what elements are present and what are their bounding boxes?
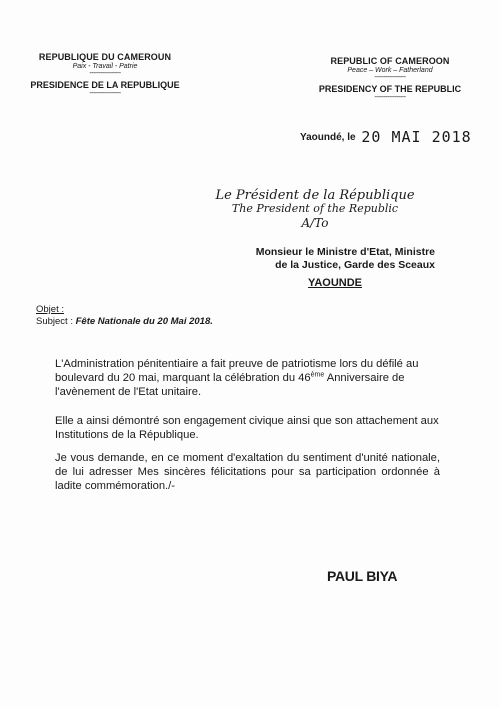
separator: ----------------- xyxy=(89,90,121,97)
country-name-en: REPUBLIC OF CAMEROON xyxy=(330,56,450,66)
subject-label-fr: Objet : xyxy=(36,304,64,315)
letterhead-english xyxy=(300,56,480,101)
office-name-fr: PRESIDENCE DE LA REPUBLIQUE xyxy=(30,80,180,90)
subject-line xyxy=(36,316,213,327)
separator: ----------------- xyxy=(374,74,406,81)
country-name-fr: REPUBLIQUE DU CAMEROUN xyxy=(38,52,172,62)
separator: ----------------- xyxy=(89,70,121,77)
body-paragraph-2: Elle a ainsi démontré son engagement civique ainsi que son attachement aux Institutions de la République. xyxy=(55,415,439,441)
sender-block xyxy=(200,188,430,230)
date-prefix: Yaoundé, le xyxy=(300,132,356,143)
ordinal-suffix: ème xyxy=(310,371,325,379)
paragraph-text: Anniversaire de l'avènement de l'Etat unitaire. xyxy=(55,372,405,398)
to-label: A/To xyxy=(301,216,329,230)
recipient-line-2: de la Justice, Garde des Sceaux xyxy=(275,259,435,271)
motto-fr: Paix - Travail - Patrie xyxy=(72,63,138,70)
letterhead-french xyxy=(20,52,190,97)
sender-title-fr: Le Président de la République xyxy=(215,188,415,203)
subject-value: Fête Nationale du 20 Mai 2018. xyxy=(75,316,213,327)
body-paragraph-1 xyxy=(55,357,440,399)
subject-label-en: Subject : xyxy=(36,316,73,327)
letter-date xyxy=(300,128,472,146)
office-name-en: PRESIDENCY OF THE REPUBLIC xyxy=(318,84,462,94)
signature-name: PAUL BIYA xyxy=(327,568,398,584)
sender-title-en: The President of the Republic xyxy=(231,202,399,215)
recipient-line-1: Monsieur le Ministre d'Etat, Ministre xyxy=(255,246,435,258)
separator: ----------------- xyxy=(374,94,406,101)
recipient-block xyxy=(235,246,435,272)
motto-en: Peace – Work – Fatherland xyxy=(347,67,433,74)
body-paragraph-3: Je vous demande, en ce moment d'exaltation du sentiment d'unité nationale, de lui adresser Mes sincères félicitations pour sa participation ordonnée à ladite commémoration./- xyxy=(55,452,440,492)
date-stamp: 20 MAI 2018 xyxy=(361,128,472,146)
recipient-city: YAOUNDE xyxy=(308,277,362,289)
paragraph-text: L'Administration pénitentiaire a fait preuve de patriotisme lors du défilé au boulevard du 20 mai, marquant la célébration du 46 xyxy=(55,358,419,384)
